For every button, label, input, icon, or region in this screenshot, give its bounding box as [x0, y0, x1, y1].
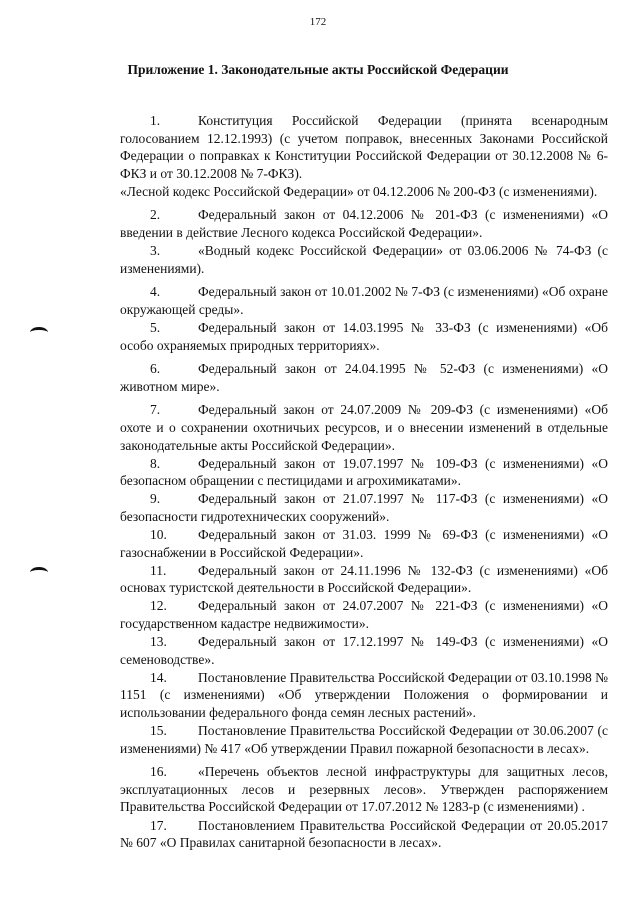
item-number: 9. — [150, 491, 161, 507]
list-item — [120, 183, 608, 201]
page-title: Приложение 1. Законодательные акты Российской Федерации — [127, 62, 509, 77]
item-text: Федеральный закон от 24.07.2009 № 209-ФЗ (с изменениями) «Об охоте и о сохранении охотничьих ресурсов, и о внесении изменений в отдельные законодательные акты Российской Федерации». — [120, 402, 608, 453]
list-item — [120, 763, 608, 816]
list-item — [120, 360, 608, 395]
binding-hole-mark-top — [30, 327, 48, 338]
list-item — [120, 722, 608, 757]
item-number: 12. — [150, 598, 167, 614]
item-text: Федеральный закон от 21.07.1997 № 117-ФЗ (с изменениями) «О безопасности гидротехнических сооружений». — [120, 491, 608, 524]
item-number: 5. — [150, 320, 161, 336]
list-item — [120, 597, 608, 632]
item-text: Постановление Правительства Российской Федерации от 03.10.1998 № 1151 (с изменениями) «Об утверждении Положения о формировании и использовании федерального фонда семян лесных растений». — [120, 669, 608, 720]
item-text: «Перечень объектов лесной инфраструктуры для защитных лесов, эксплуатационных лесов и резервных лесов». Утвержден распоряжением Правительства Российской Федерации от 17.07.2012 № 1283-р (с изменениями) . — [120, 764, 608, 815]
list-item — [120, 817, 608, 852]
list-item — [120, 112, 608, 182]
item-number: 14. — [150, 669, 167, 685]
list-item — [120, 562, 608, 597]
item-text: Федеральный закон от 14.03.1995 № 33-ФЗ (с изменениями) «Об особо охраняемых природных территориях». — [120, 320, 608, 353]
binding-hole-mark-bottom — [30, 567, 48, 578]
list-item — [120, 526, 608, 561]
item-number: 2. — [150, 207, 161, 223]
list-item — [120, 319, 608, 354]
list-item — [120, 633, 608, 668]
item-number: 8. — [150, 455, 161, 471]
item-text: Федеральный закон от 19.07.1997 № 109-ФЗ (с изменениями) «О безопасном обращении с пестицидами и агрохимикатами». — [120, 455, 608, 489]
item-text: Федеральный закон от 31.03. 1999 № 69-ФЗ (с изменениями) «О газоснабжении в Российской Федерации». — [120, 527, 608, 560]
list-item — [120, 490, 608, 525]
item-number: 3. — [150, 243, 161, 259]
item-text: Федеральный закон от 24.07.2007 № 221-ФЗ (с изменениями) «О государственном кадастре недвижимости». — [120, 598, 608, 632]
item-number: 1. — [150, 113, 161, 128]
item-text: Постановление Правительства Российской Федерации от 30.06.2007 (с изменениями) № 417 «Об утверждении Правил пожарной безопасности в лесах». — [120, 723, 608, 756]
item-text: Федеральный закон от 24.11.1996 № 132-ФЗ (с изменениями) «Об основах туристской деятельности в Российской Федерации». — [120, 562, 608, 596]
list-item — [120, 242, 608, 277]
list-item — [120, 455, 608, 490]
item-number: 13. — [150, 634, 167, 650]
item-number: 16. — [150, 764, 167, 780]
item-text: Конституция Российской Федерации (принята всенародным голосованием 12.12.1993) (с учетом поправок, внесенных Законами Российской Федерации о поправках к Конституции Российской Федерации от 30.12.2008 № 6-ФКЗ и от 30.12.2008 № 7-ФКЗ). — [120, 113, 608, 181]
list-item — [120, 401, 608, 454]
item-text: Постановлением Правительства Российской Федерации от 20.05.2017 № 607 «О Правилах санитарной безопасности в лесах». — [120, 817, 608, 851]
item-text: «Водный кодекс Российской Федерации» от 03.06.2006 № 74-ФЗ (с изменениями). — [120, 243, 608, 276]
item-number: 10. — [150, 527, 167, 543]
list-item — [120, 283, 608, 318]
law-list — [120, 112, 608, 852]
item-text: Федеральный закон от 04.12.2006 № 201-ФЗ (с изменениями) «О введении в действие Лесного кодекса Российской Федерации». — [120, 207, 608, 241]
item-text: Федеральный закон от 24.04.1995 № 52-ФЗ (с изменениями) «О животном мире». — [120, 361, 608, 394]
item-text: Федеральный закон от 10.01.2002 № 7-ФЗ (с изменениями) «Об охране окружающей среды». — [120, 284, 608, 317]
list-item — [120, 669, 608, 722]
item-number: 7. — [150, 402, 161, 418]
item-text: «Лесной кодекс Российской Федерации» от 04.12.2006 № 200-ФЗ (с изменениями). — [120, 183, 598, 199]
item-number: 11. — [150, 562, 167, 578]
page-number: 172 — [309, 16, 327, 28]
item-number: 4. — [150, 284, 161, 300]
item-number: 15. — [150, 723, 167, 739]
item-number: 6. — [150, 361, 161, 377]
item-number: 17. — [150, 817, 167, 833]
item-text: Федеральный закон от 17.12.1997 № 149-ФЗ (с изменениями) «О семеноводстве». — [120, 634, 608, 667]
list-item — [120, 206, 608, 241]
